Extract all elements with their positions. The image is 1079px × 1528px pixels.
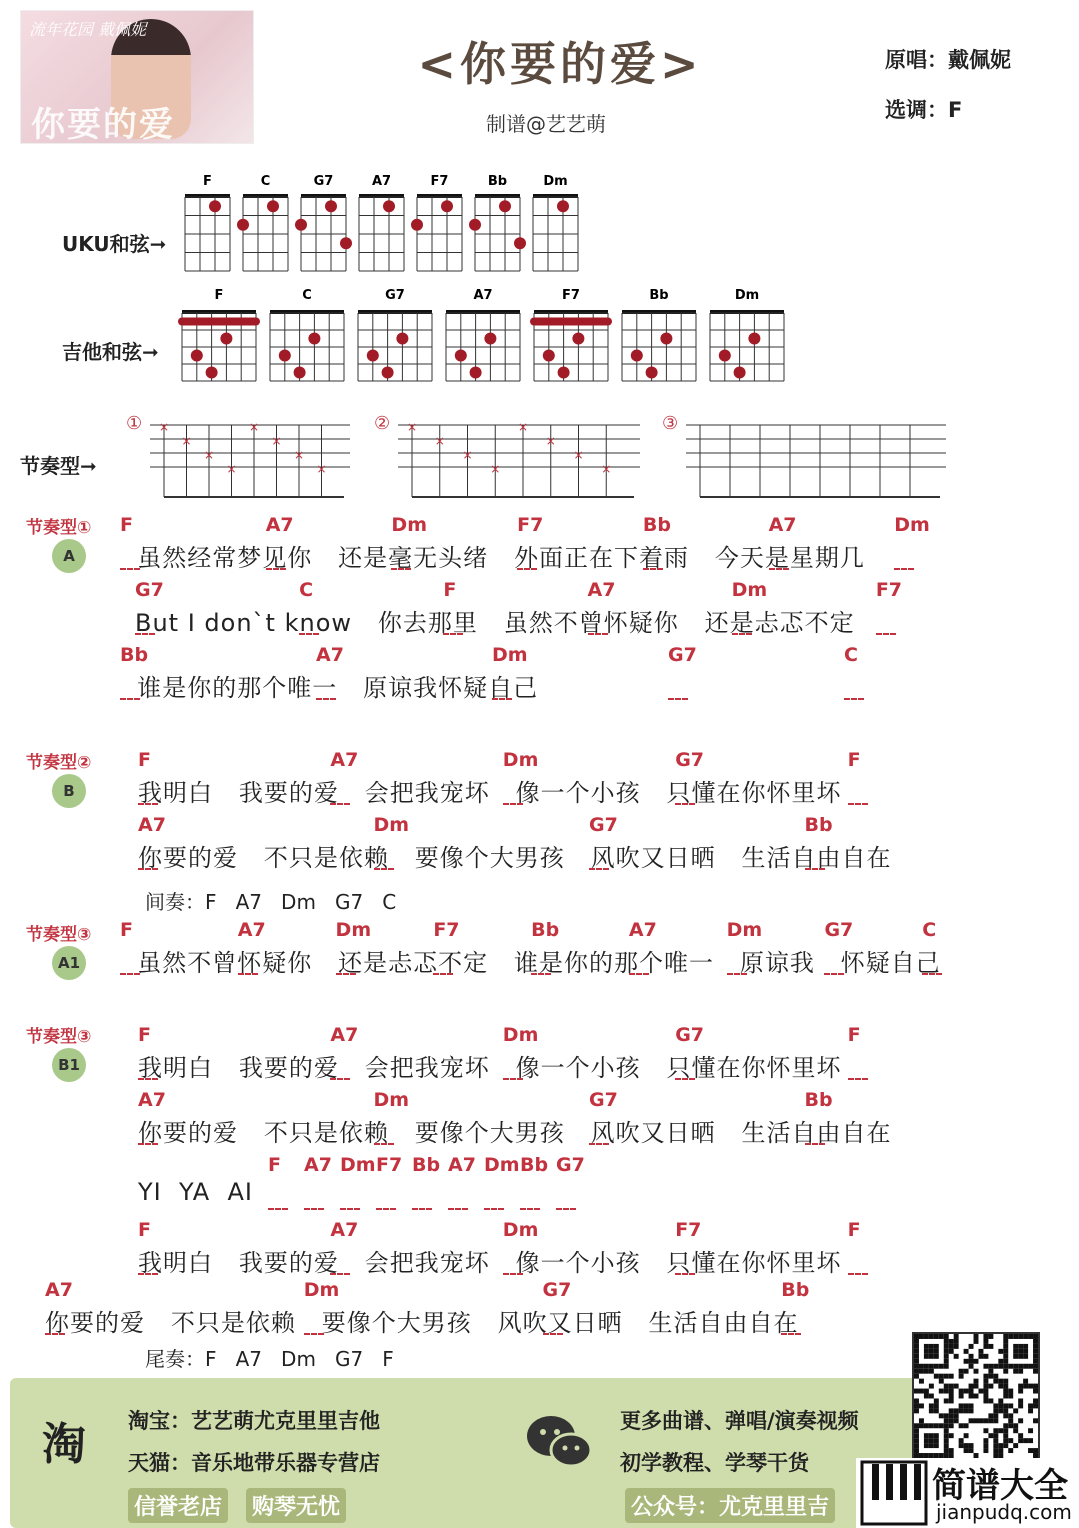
more-scores: 更多曲谱、弹唱/演奏视频 [620, 1409, 859, 1433]
svg-text:×: × [204, 448, 215, 462]
beat-underline [848, 1273, 868, 1275]
chord-symbol: Bb [781, 1279, 810, 1301]
beat-underline [120, 973, 140, 975]
wechat-account[interactable]: 公众号：尤克里里吉 [625, 1488, 835, 1523]
beat-underline [492, 698, 512, 700]
slogan-worry-free: 购琴无忧 [246, 1488, 346, 1523]
chord-symbol: F [268, 1154, 281, 1176]
piano-icon [860, 1460, 930, 1526]
beat-underline [340, 1208, 360, 1210]
brand-watermark [856, 1458, 1078, 1528]
beat-underline [412, 1208, 432, 1210]
svg-text:×: × [159, 420, 170, 434]
chord-symbol: F7 [875, 579, 903, 601]
chord-symbol: A7 [316, 644, 344, 666]
chord-symbol: A7 [45, 1279, 73, 1301]
beat-underline [531, 973, 551, 975]
chord-diagrams [170, 165, 790, 385]
rhythm-ref: 节奏型② [26, 753, 92, 773]
beat-underline [824, 973, 844, 975]
beat-underline [781, 1333, 801, 1335]
chord-symbol: F [847, 749, 861, 771]
chord-symbol: F [120, 514, 133, 536]
beat-underline [520, 1208, 540, 1210]
lyric-line: 虽然不曾怀疑你 还是忐忑不定 谁是你的那个唯一 原谅我 怀疑自己 [120, 949, 941, 977]
chord-symbol: Bb [804, 814, 833, 836]
chord-symbol: A7 [448, 1154, 476, 1176]
beat-underline [45, 1333, 65, 1335]
beat-underline [484, 1208, 504, 1210]
uku-chord-c [237, 174, 288, 271]
svg-text:A7: A7 [371, 174, 392, 189]
svg-text:×: × [407, 420, 418, 434]
chord-symbol: F [138, 1024, 151, 1046]
svg-text:×: × [249, 420, 260, 434]
svg-text:×: × [226, 462, 237, 476]
section-badge: A [52, 539, 86, 573]
chord-symbol: F7 [433, 919, 460, 941]
beat-underline [138, 1273, 158, 1275]
lyric-line: 我明白 我要的爱 会把我宠坏 像一个小孩 只懂在你怀里坏 [138, 1054, 842, 1082]
song-title: <你要的爱> [417, 37, 703, 91]
beat-underline [503, 1273, 523, 1275]
beat-underline [120, 698, 140, 700]
lyric-line: 你要的爱 不只是依赖 要像个大男孩 风吹又日晒 生活自由自在 [45, 1309, 799, 1337]
chord-symbol: A7 [304, 1154, 332, 1176]
ukulele-chord-charts [185, 174, 578, 271]
svg-text:×: × [545, 434, 556, 448]
chord-symbol: G7 [589, 814, 618, 836]
section-badge: B [52, 774, 86, 808]
chord-symbol: Dm [335, 919, 372, 941]
beat-underline [675, 1078, 695, 1080]
chord-symbol: C [844, 644, 858, 666]
beat-underline [894, 568, 914, 570]
chord-symbol: A7 [330, 749, 359, 771]
beat-underline [675, 1273, 695, 1275]
guitar-chord-f7 [530, 288, 612, 381]
guitar-chord-f [178, 288, 260, 381]
guitar-chord-charts [178, 288, 784, 381]
chord-symbol: F [138, 1219, 151, 1241]
lyric-line: But I don`t know 你去那里 虽然不曾怀疑你 还是忐忑不定 [135, 609, 855, 637]
svg-text:×: × [462, 448, 473, 462]
beat-underline [556, 1208, 576, 1210]
beat-underline [376, 1208, 396, 1210]
chord-symbol: G7 [824, 919, 854, 941]
brand-url: jianpudq.com [936, 1500, 1072, 1524]
beat-underline [433, 973, 453, 975]
beat-underline [589, 1143, 609, 1145]
beat-underline [238, 973, 258, 975]
beat-underline [120, 568, 140, 570]
beat-underline [675, 803, 695, 805]
beat-underline [299, 633, 319, 635]
beat-underline [330, 1078, 350, 1080]
section-badge: B1 [52, 1048, 86, 1082]
beat-underline [330, 1273, 350, 1275]
beat-underline [844, 698, 864, 700]
chord-symbol: Dm [391, 514, 427, 536]
beat-underline [135, 633, 155, 635]
beat-underline [517, 568, 537, 570]
outro: 尾奏：F A7 Dm G7 F [145, 1347, 394, 1371]
beat-underline [374, 1143, 394, 1145]
rhythm-staff-lines [150, 420, 946, 497]
beat-underline [876, 633, 896, 635]
beat-underline [732, 633, 752, 635]
chord-symbol: G7 [675, 749, 705, 771]
chord-symbol: Bb [804, 1089, 833, 1111]
chord-symbol: A7 [768, 514, 797, 536]
chord-symbol: Dm [340, 1154, 376, 1176]
beat-underline [589, 868, 609, 870]
svg-text:C: C [302, 288, 312, 303]
cover-big-text: 你要的爱 [31, 105, 175, 144]
svg-text:×: × [601, 462, 612, 476]
beat-underline [304, 1333, 324, 1335]
rhythm-number-1: ① [126, 413, 143, 434]
lyric-line: YI YA AI [138, 1178, 253, 1206]
beat-underline [138, 803, 158, 805]
chord-symbol: Dm [373, 814, 410, 836]
guitar-chord-a7 [446, 288, 520, 381]
svg-text:Dm: Dm [734, 288, 760, 303]
chord-symbol: F [138, 749, 151, 771]
chord-symbol: Dm [502, 749, 539, 771]
chord-symbol: A7 [265, 514, 294, 536]
lyric-line: 你要的爱 不只是依赖 要像个大男孩 风吹又日晒 生活自由自在 [138, 1119, 892, 1147]
chord-symbol: Dm [303, 1279, 340, 1301]
chord-symbol: Bb [520, 1154, 549, 1176]
section-badge: A1 [52, 946, 86, 980]
uku-chord-f7 [411, 174, 462, 271]
chord-symbol: Dm [484, 1154, 520, 1176]
svg-text:×: × [181, 434, 192, 448]
lyric-line: 我明白 我要的爱 会把我宠坏 像一个小孩 只懂在你怀里坏 [138, 1249, 842, 1277]
uku-chord-g7 [295, 174, 352, 271]
svg-text:×: × [294, 448, 305, 462]
beat-underline [316, 698, 336, 700]
chord-symbol: Dm [731, 579, 768, 601]
beat-underline [443, 633, 463, 635]
guitar-chord-dm [710, 288, 784, 381]
chord-symbol: Dm [502, 1219, 539, 1241]
chord-symbol: A7 [628, 919, 657, 941]
chord-symbol: G7 [589, 1089, 618, 1111]
qr-code[interactable] [912, 1332, 1040, 1460]
chord-symbol: A7 [138, 1089, 166, 1111]
chord-symbol: A7 [138, 814, 166, 836]
chord-symbol: Dm [726, 919, 763, 941]
uku-chord-a7 [359, 174, 404, 271]
beat-underline [266, 568, 286, 570]
selected-key: 选调：F [885, 98, 963, 122]
beat-underline [330, 803, 350, 805]
beat-underline [643, 568, 663, 570]
rhythm-number-2: ② [374, 413, 391, 434]
chord-symbol: G7 [556, 1154, 585, 1176]
beat-underline [588, 633, 608, 635]
chord-symbol: F [847, 1024, 861, 1046]
chord-symbol: F7 [517, 514, 544, 536]
beat-underline [503, 803, 523, 805]
chord-symbol: G7 [542, 1279, 572, 1301]
chord-symbol: A7 [237, 919, 266, 941]
beat-underline [391, 568, 411, 570]
svg-text:×: × [271, 434, 282, 448]
beat-underline [138, 868, 158, 870]
beat-underline [668, 698, 688, 700]
chord-symbol: F7 [376, 1154, 403, 1176]
svg-text:×: × [518, 420, 529, 434]
chord-symbol: Bb [531, 919, 560, 941]
rhythm-number-3: ③ [662, 413, 679, 434]
wechat-icon [525, 1412, 595, 1472]
chord-symbol: G7 [135, 579, 164, 601]
svg-text:×: × [573, 448, 584, 462]
lyric-line: 我明白 我要的爱 会把我宠坏 像一个小孩 只懂在你怀里坏 [138, 779, 842, 807]
svg-text:Bb: Bb [487, 174, 508, 189]
lyric-line: 虽然经常梦见你 还是毫无头绪 外面正在下着雨 今天是星期几 [120, 544, 865, 572]
slogan-trusted: 信誉老店 [128, 1488, 228, 1523]
beat-underline [336, 973, 356, 975]
chord-symbol: A7 [330, 1219, 359, 1241]
tmall-shop[interactable]: 天猫：音乐地带乐器专营店 [128, 1451, 380, 1475]
uku-chord-dm [533, 174, 578, 271]
chord-symbol: C [299, 579, 314, 601]
chord-symbol: Bb [412, 1154, 441, 1176]
svg-text:F7: F7 [562, 288, 580, 303]
chord-symbol: F [443, 579, 457, 601]
chord-symbol: F [120, 919, 133, 941]
chord-symbol: F7 [675, 1219, 702, 1241]
chord-symbol: Dm [502, 1024, 539, 1046]
svg-text:Dm: Dm [543, 174, 568, 189]
svg-text:C: C [260, 174, 271, 189]
beat-underline [629, 973, 649, 975]
taobao-shop[interactable]: 淘宝：艺艺萌尤克里里吉他 [128, 1409, 380, 1433]
brand-name: 简谱大全 [932, 1466, 1068, 1506]
more-tutorials: 初学教程、学琴干货 [620, 1451, 809, 1475]
chord-symbol: C [922, 919, 937, 941]
guitar-chord-bb [622, 288, 696, 381]
beat-underline [138, 1143, 158, 1145]
cover-small-text: 流年花园 戴佩妮 [29, 20, 147, 39]
lyric-line: 你要的爱 不只是依赖 要像个大男孩 风吹又日晒 生活自由自在 [138, 844, 892, 872]
interlude: 间奏：F A7 Dm G7 C [145, 890, 397, 914]
beat-underline [543, 1333, 563, 1335]
svg-text:F7: F7 [430, 174, 449, 189]
chord-symbol: Dm [894, 514, 930, 536]
rhythm-ref: 节奏型③ [26, 925, 92, 945]
beat-underline [848, 1078, 868, 1080]
beat-underline [727, 973, 747, 975]
svg-text:×: × [316, 462, 327, 476]
svg-text:F: F [214, 288, 224, 303]
uku-chords-label: UKU和弦➞ [62, 232, 167, 256]
chord-symbol: Dm [373, 1089, 410, 1111]
beat-underline [138, 1078, 158, 1080]
chord-symbol: F [847, 1219, 861, 1241]
chord-symbol: Dm [492, 644, 528, 666]
beat-underline [848, 803, 868, 805]
guitar-chord-c [270, 288, 344, 381]
lyric-line: 谁是你的那个唯一 原谅我怀疑自己 [120, 674, 539, 702]
beat-underline [304, 1208, 324, 1210]
uku-chord-bb [469, 174, 526, 271]
rhythm-ref: 节奏型① [26, 518, 92, 538]
chord-symbol: G7 [668, 644, 697, 666]
chord-symbol: Bb [642, 514, 671, 536]
album-cover [20, 10, 254, 144]
beat-underline [805, 868, 825, 870]
rhythm-patterns [120, 405, 950, 505]
beat-underline [922, 973, 942, 975]
svg-text:G7: G7 [385, 288, 405, 303]
uku-chord-f [185, 174, 230, 271]
chord-symbol: Bb [120, 644, 149, 666]
chord-symbol: A7 [330, 1024, 359, 1046]
svg-text:F: F [203, 174, 212, 189]
svg-text:A7: A7 [473, 288, 493, 303]
rhythm-ref: 节奏型③ [26, 1027, 92, 1047]
guitar-chord-g7 [358, 288, 432, 381]
svg-text:×: × [490, 462, 501, 476]
beat-underline [448, 1208, 468, 1210]
beat-underline [268, 1208, 288, 1210]
guitar-chords-label: 吉他和弦➞ [62, 340, 159, 364]
beat-underline [503, 1078, 523, 1080]
beat-underline [374, 868, 394, 870]
original-singer: 原唱：戴佩妮 [885, 48, 1011, 72]
chord-symbol: A7 [587, 579, 616, 601]
svg-text:Bb: Bb [649, 288, 669, 303]
rhythm-label: 节奏型➞ [20, 454, 97, 478]
taobao-icon: 淘 [42, 1419, 86, 1470]
chord-symbol: G7 [675, 1024, 705, 1046]
beat-underline [805, 1143, 825, 1145]
beat-underline [769, 568, 789, 570]
transcriber-credit: 制谱@艺艺萌 [486, 112, 606, 136]
svg-text:×: × [434, 434, 445, 448]
svg-text:G7: G7 [313, 174, 334, 189]
